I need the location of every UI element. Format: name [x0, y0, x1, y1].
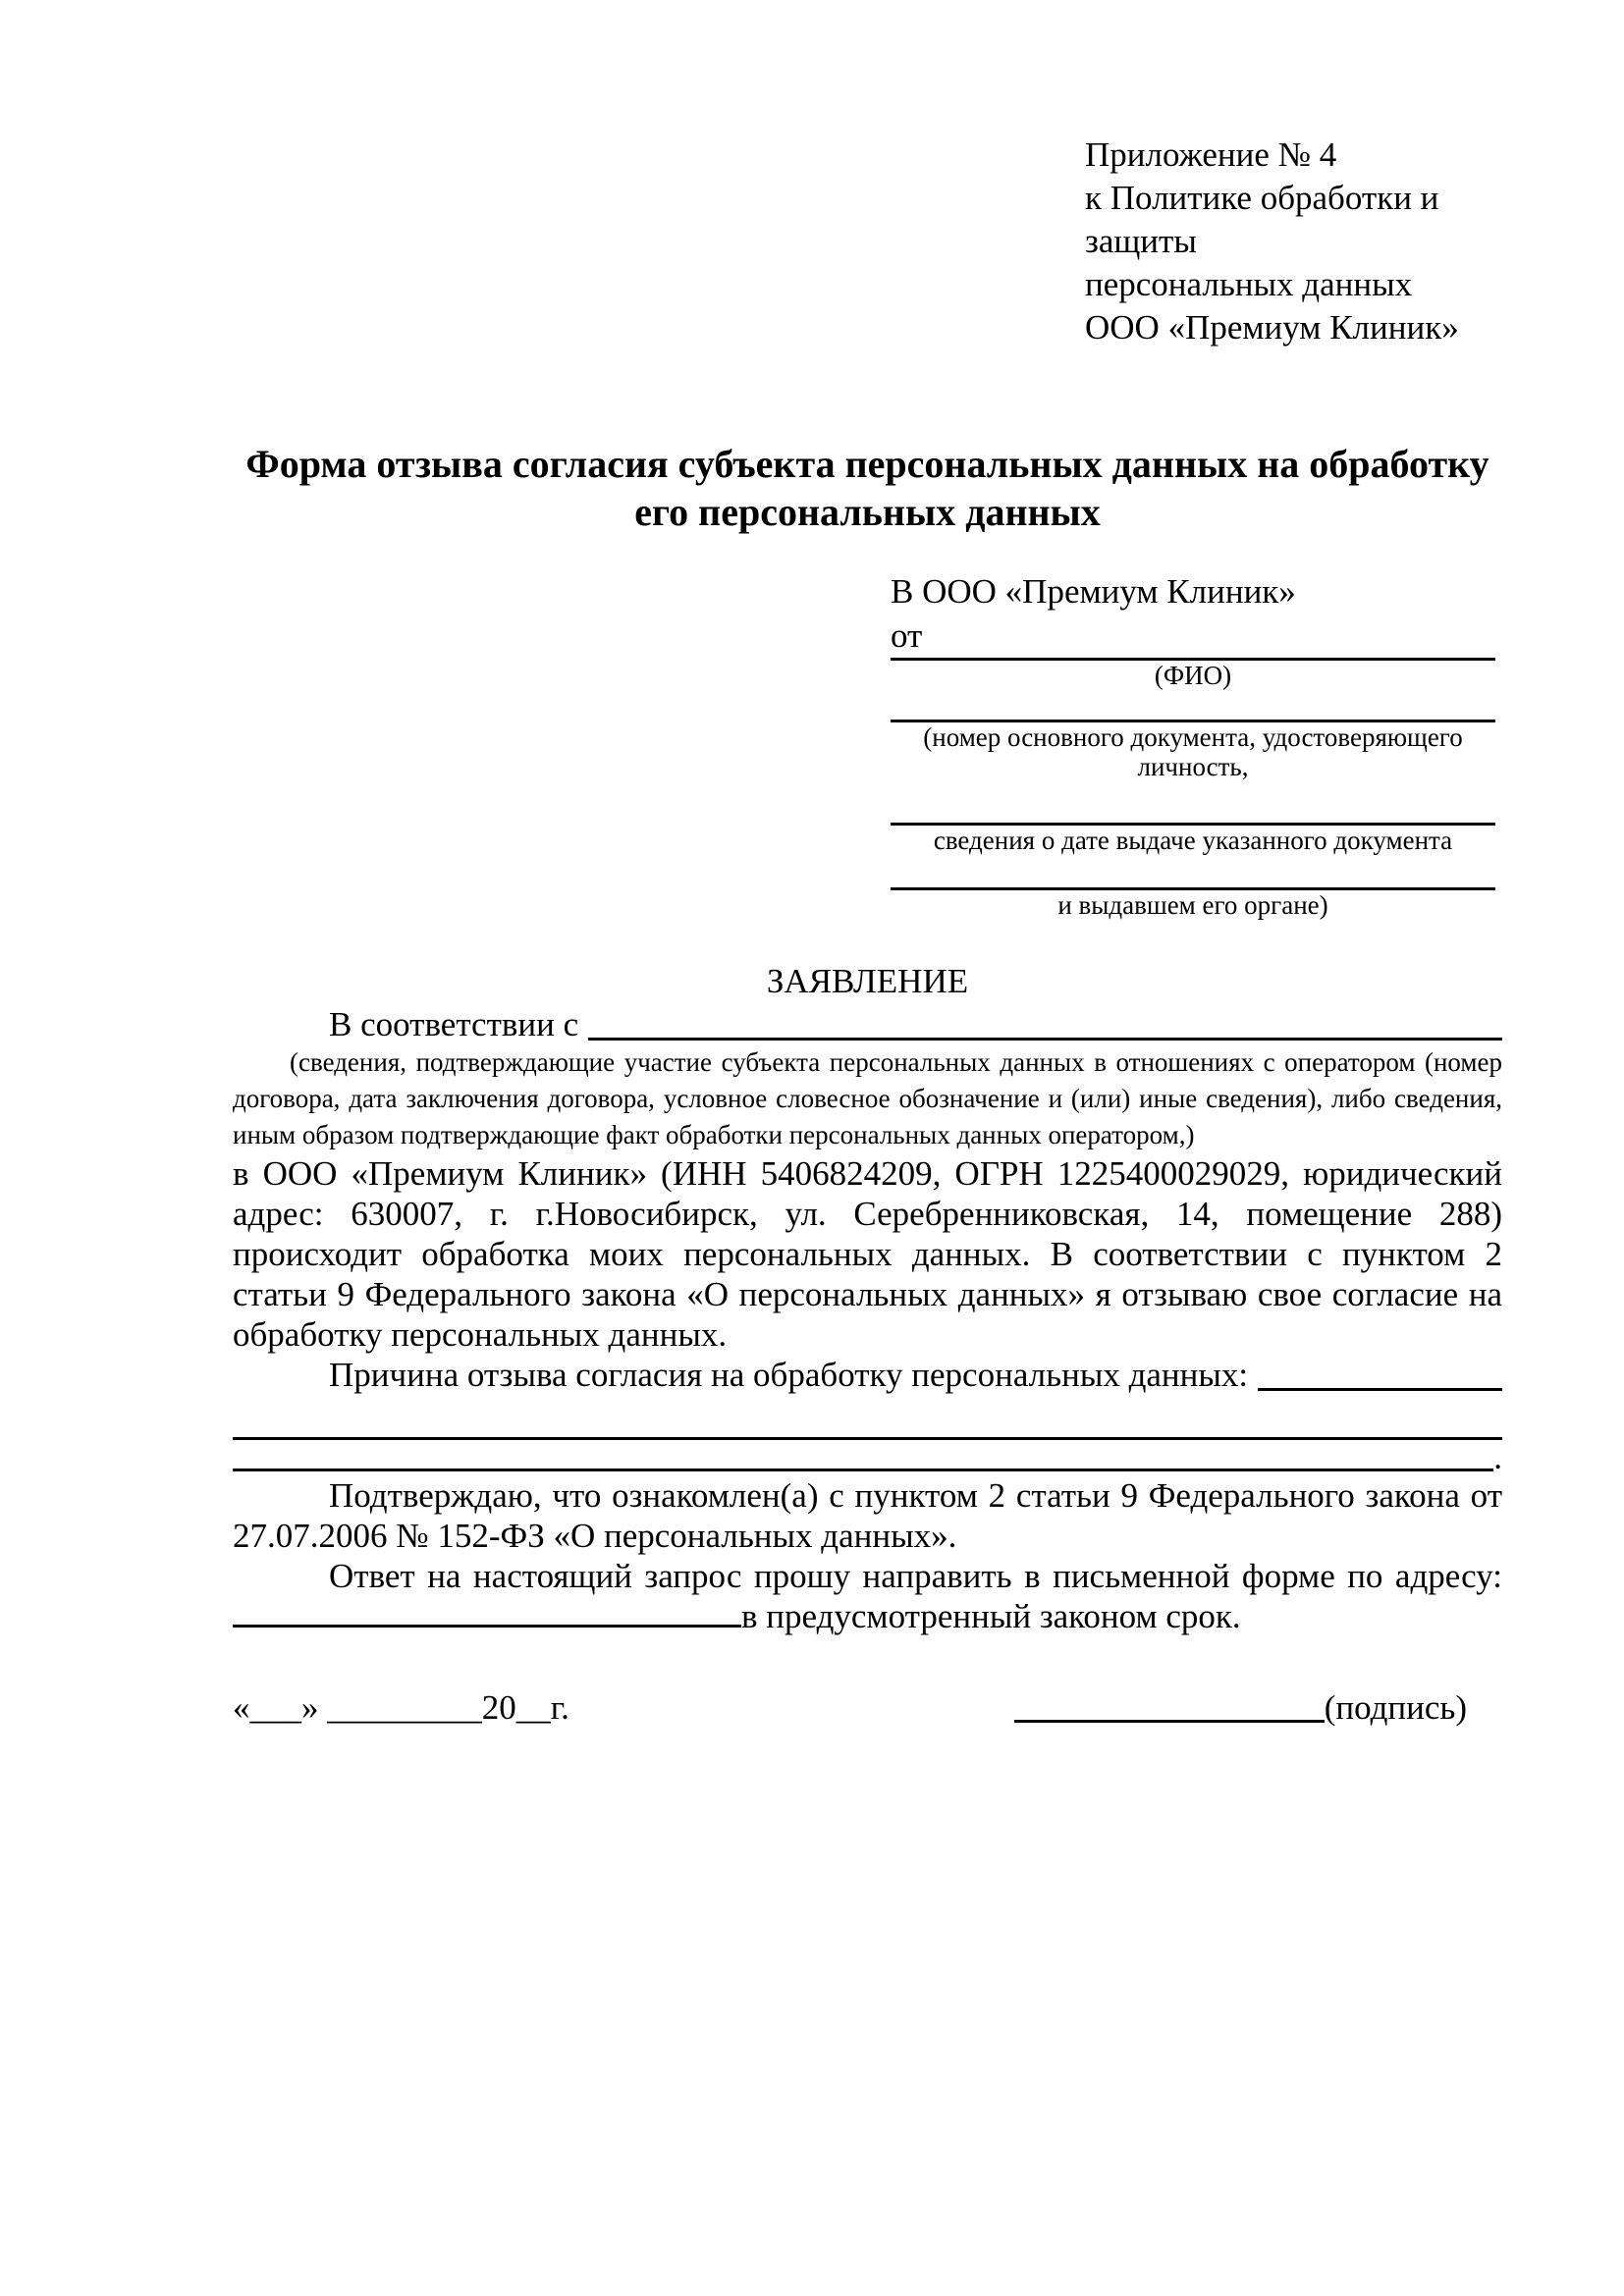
reply-address-blank-field[interactable] — [233, 1623, 741, 1628]
issuing-authority-caption: и выдавшем его органе) — [1057, 890, 1328, 920]
basis-clarification-note: (сведения, подтверждающие участие субъекта персональных данных в отношениях с оператором (номер договора, дата заключения договора, условное словесное обозначение и (или) иные сведения), либо сведения, иным образом подтверждающие факт обработки персональных данных оператором,) — [233, 1047, 1502, 1149]
basis-row — [233, 1003, 1502, 1044]
reply-paragraph — [233, 1556, 1502, 1636]
appendix-note — [1085, 133, 1502, 349]
basis-label: В соответствии с — [329, 1005, 579, 1043]
reason-blank-field[interactable] — [1258, 1383, 1502, 1391]
line-end-period: . — [1493, 1438, 1502, 1476]
confirmation-paragraph: Подтверждаю, что ознакомлен(а) с пунктом 2 статьи 9 Федерального закона от 27.07.2006 № 152-ФЗ «О персональных данных». — [233, 1476, 1502, 1555]
addressee-to: В ООО «Премиум Клиник» — [891, 572, 1296, 611]
addressee-from-label: от — [891, 616, 923, 655]
fio-caption: (ФИО) — [1154, 661, 1232, 690]
statement-body-paragraph: в ООО «Премиум Клиник» (ИНН 5406824209, ОГРН 1225400029029, юридический адрес: 630007, г. г.Новосибирск, ул. Серебренниковская, 14, помещение 288) происходит обработка моих персональных данных. В соответствии с пунктом 2 статьи 9 Федерального закона «О персональных данных» я отзываю свое согласие на обработку персональных данных. — [233, 1154, 1502, 1354]
reason-blank-field-2[interactable] — [233, 1464, 1493, 1471]
document-number-caption: (номер основного документа, удостоверяющего личность, — [923, 722, 1463, 781]
document-title: Форма отзыва согласия субъекта персональных данных на обработку его персональных данных — [245, 442, 1489, 534]
date-blank-template[interactable]: «___» _________20__г. — [233, 1688, 569, 1727]
signoff-row — [233, 1687, 1502, 1728]
reason-blank-line-1[interactable] — [233, 1401, 1502, 1440]
appendix-line-1: Приложение № 4 — [1085, 135, 1337, 174]
signature-caption: (подпись) — [1324, 1688, 1467, 1727]
reason-blank-line-2 — [233, 1440, 1502, 1475]
reason-label: Причина отзыва согласия на обработку персональных данных: — [329, 1356, 1249, 1394]
signature-group — [1014, 1687, 1467, 1728]
addressee-block — [891, 569, 1495, 920]
reply-tail-text: в предусмотренный законом срок. — [741, 1597, 1241, 1635]
basis-blank-field[interactable] — [588, 1033, 1502, 1041]
appendix-line-4: ООО «Премиум Клиник» — [1085, 308, 1459, 347]
document-number-blank-field[interactable] — [891, 690, 1495, 722]
issue-date-caption: сведения о дате выдаче указанного документа — [933, 826, 1453, 855]
appendix-line-2: к Политике обработки и защиты — [1085, 179, 1439, 260]
issue-date-blank-field[interactable] — [891, 781, 1495, 826]
appendix-line-3: персональных данных — [1085, 265, 1413, 303]
reason-row — [233, 1355, 1502, 1395]
issuing-authority-blank-field[interactable] — [891, 855, 1495, 890]
statement-heading: ЗАЯВЛЕНИЕ — [766, 962, 969, 1000]
reply-request-text: Ответ на настоящий запрос прошу направить в письменной форме по адресу: — [329, 1557, 1502, 1595]
signature-blank-field[interactable] — [1014, 1715, 1325, 1723]
